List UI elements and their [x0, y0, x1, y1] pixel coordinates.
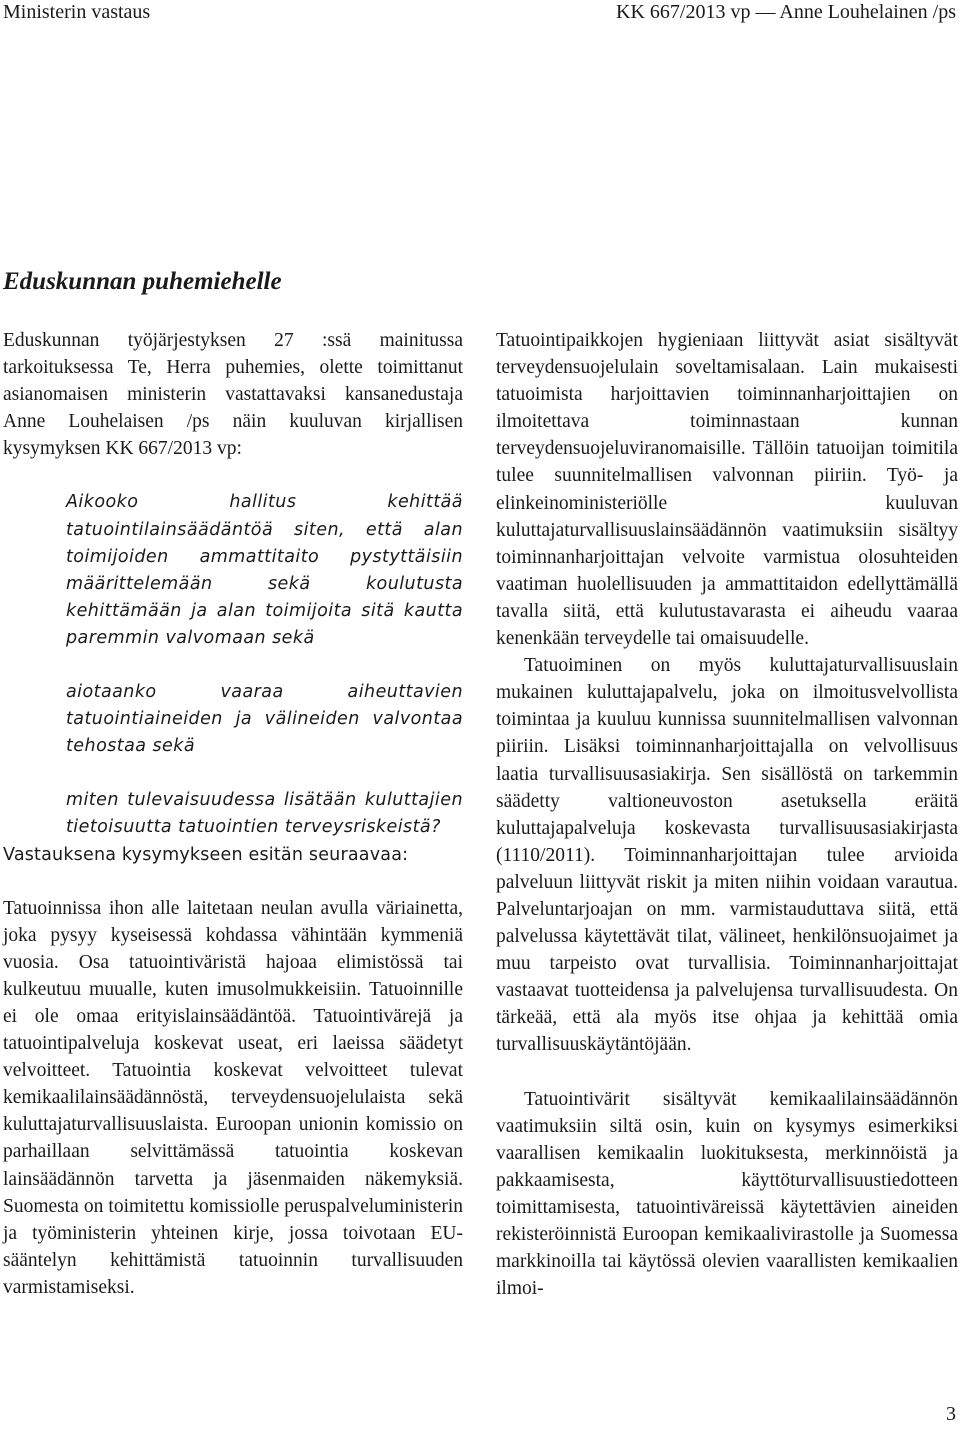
reply-lead: Vastauksena kysymykseen esitän seuraavaa:	[3, 844, 409, 865]
question-3: miten tulevaisuudessa lisätään kuluttajien tietoisuutta tatuointien terveysriskeistä?	[66, 790, 463, 838]
answer-paragraph-3: Tatuointivärit sisältyvät kemikaalilainsäädännön vaatimuksiin siltä osin, kuin on kysymys esimerkiksi vaarallisen kemikaalin luokituksesta, merkinnöistä ja pakkaamisesta, käyttöturvallisuustiedotteen toimittamisesta, tatuointiväreissä käytettävien aineiden rekisteröinnistä Euroopan kemikaalivirastolle ja Suomessa markkinoilla tai käytössä olevien vaarallisten kemikaalien ilmoi-	[496, 1088, 958, 1300]
question-1: Aikooko hallitus kehittää tatuointilainsäädäntöä siten, että alan toimijoiden ammattitaito pystyttäisiin määrittelemään sekä koulutusta kehittämään ja alan toimijoita sitä kautta paremmin valvomaan sekä	[66, 492, 463, 648]
running-header-left: Ministerin vastaus	[3, 1, 151, 23]
answer-paragraph-2: Tatuoiminen on myös kuluttajaturvallisuuslain mukainen kuluttajapalvelu, joka on ilmoitusvelvollista toimintaa ja kuuluu kunnissa suunnitelmallisen valvonnan piiriin. Lisäksi toiminnanharjoittajalla on velvollisuus laatia turvallisuusasiakirja. Sen sisällöstä on tarkemmin säädetty valtioneuvoston asetuksella eräitä kuluttajapalveluja koskevasta turvallisuusasiakirjasta (1110/2011). Toiminnanharjoittajan tulee arvioida palveluun liittyvät riskit ja miten niihin voidaan varautua. Palveluntarjoajan on mm. varmistauduttava siitä, että palvelussa käytettävät tilat, välineet, henkilönsuojaimet ja muu tarpeisto ovat turvallisia. Toiminnanharjoittajat vastaavat tuotteidensa ja palvelujensa turvallisuudesta. On tärkeää, että ala myös itse ohjaa ja kehittää omia turvallisuuskäytäntöjään.	[496, 655, 958, 1056]
answer-paragraph-1: Tatuointipaikkojen hygieniaan liittyvät asiat sisältyvät terveydensuojelulain soveltamisalaan. Lain mukaisesti tatuoimista harjoittavien toiminnanharjoittajien on ilmoitettava toiminnastaan kunnan terveydensuojeluviranomaisille. Tällöin tatuoijan toimitila tulee suunnitelmallisen valvonnan piiriin. Työ- ja elinkeinoministeriölle kuuluvan kuluttajaturvallisuuslainsäädännön vaatimuksiin sisältyy toiminnanharjoittajan velvoite varmistua olosuhteiden vaatiman huolellisuuden ja ammattitaidon edellyttämällä tavalla siitä, että kulutustavarasta ei aiheudu vaaraa kenenkään terveydelle tai omaisuudelle.	[496, 330, 958, 650]
answer-body-left: Tatuoinnissa ihon alle laitetaan neulan avulla väriainetta, joka pysyy kyseisessä kohdassa vähintään kymmeniä vuosia. Osa tatuointiväristä hajoaa elimistössä tai kulkeutuu muualle, kuten imusolmukkeisiin. Tatuoinnille ei ole omaa erityislainsäädäntöä. Tatuointivärejä ja tatuointipalveluja koskevat useat, eri laeissa säädetyt velvoitteet. Tatuointia koskevat velvoitteet tulevat kemikaalilainsäädännöstä, terveydensuojelulaista sekä kuluttajaturvallisuuslaista. Euroopan unionin komissio on parhaillaan selvittämässä tatuointia koskevan lainsäädännön tarvetta ja jäsenmaiden näkemyksiä. Suomesta on toimitettu komissiolle peruspalveluministerin ja työministerin yhteinen kirje, jossa toivotaan EU-sääntelyn kehittämistä tatuoinnin turvallisuuden varmistamiseksi.	[3, 897, 463, 1298]
intro-paragraph: Eduskunnan työjärjestyksen 27 :ssä mainitussa tarkoituksessa Te, Herra puhemies, olette toimittanut asianomaisen ministerin vastattavaksi kansanedustaja Anne Louhelaisen /ps näin kuuluvan kirjallisen kysymyksen KK 667/2013 vp:	[3, 330, 463, 460]
right-column	[496, 327, 958, 1302]
question-2: aiotaanko vaaraa aiheuttavien tatuointiaineiden ja välineiden valvontaa tehostaa sekä	[66, 682, 463, 757]
salutation-heading: Eduskunnan puhemiehelle	[3, 268, 282, 295]
left-column	[3, 327, 463, 1301]
page-number: 3	[946, 1403, 956, 1425]
running-header-right: KK 667/2013 vp — Anne Louhelainen /ps	[616, 1, 956, 23]
